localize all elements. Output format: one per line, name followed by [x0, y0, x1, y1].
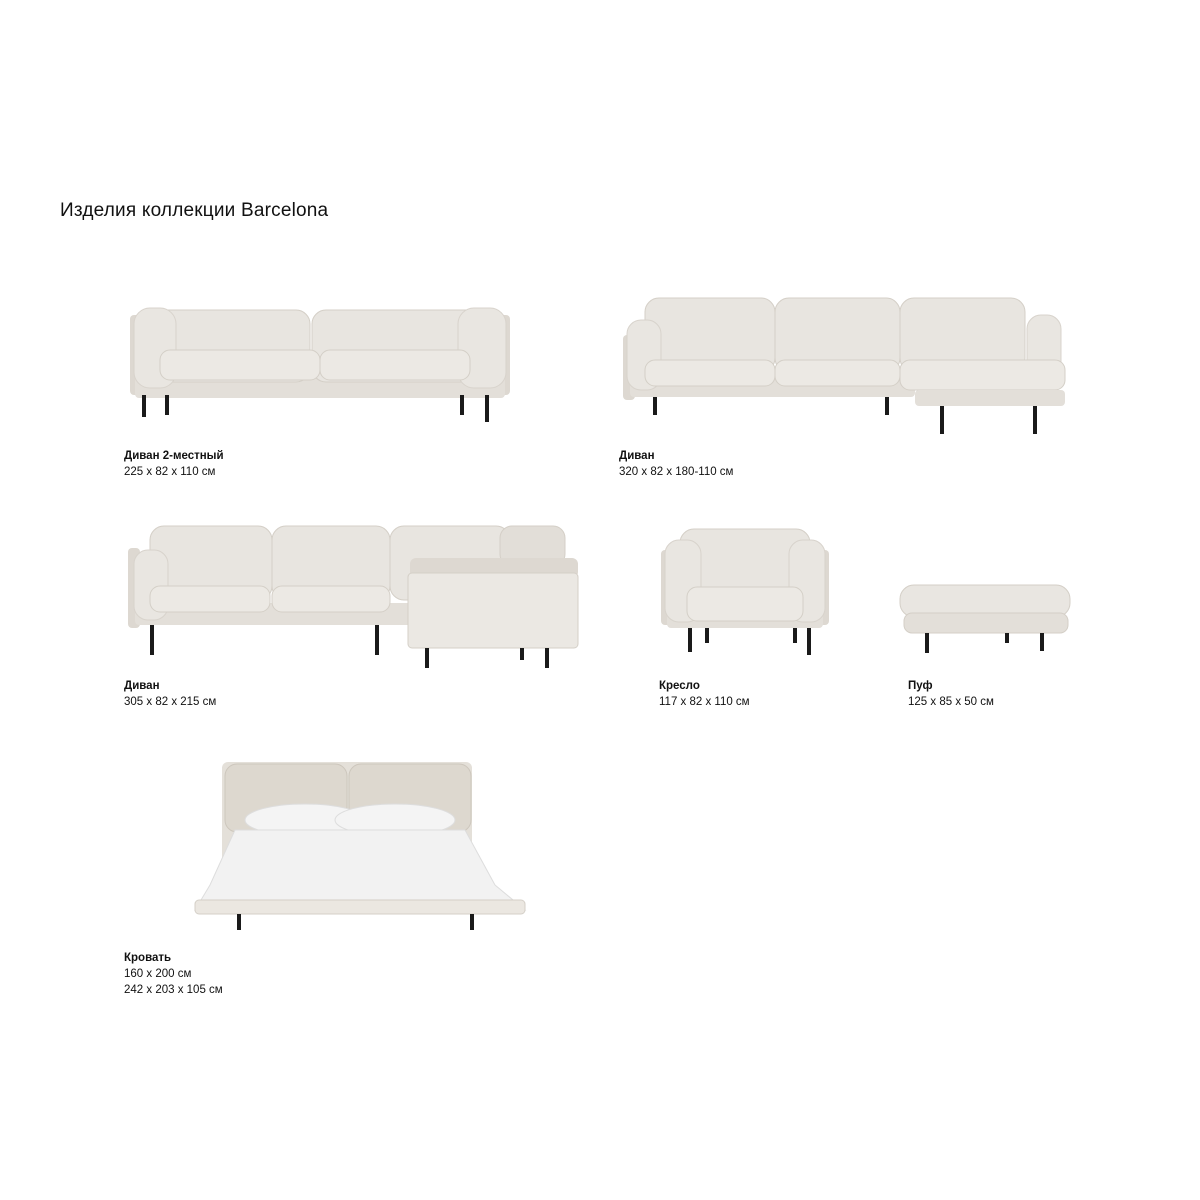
caption-sofa-2-seat — [124, 448, 224, 480]
caption-sofa-corner — [124, 678, 216, 710]
product-dimensions: 125 x 85 x 50 см — [908, 696, 994, 708]
product-armchair[interactable] — [655, 525, 835, 660]
product-name: Пуф — [908, 680, 933, 692]
product-pouf[interactable] — [890, 575, 1080, 660]
product-sofa-chaise[interactable] — [615, 290, 1075, 440]
product-dimensions: 305 x 82 x 215 см — [124, 696, 217, 708]
product-name: Диван 2-местный — [124, 450, 224, 462]
caption-sofa-chaise — [619, 448, 733, 480]
product-name: Кресло — [659, 680, 700, 692]
caption-armchair — [659, 678, 750, 710]
pouf-image — [890, 575, 1080, 660]
product-dimensions: 320 x 82 x 180-110 см — [619, 466, 734, 478]
armchair-image — [655, 525, 835, 660]
product-dimensions: 242 x 203 x 105 см — [124, 984, 223, 996]
product-bed[interactable] — [175, 760, 550, 935]
bed-image — [175, 760, 550, 935]
caption-pouf — [908, 678, 994, 710]
sofa-corner-image — [120, 518, 590, 668]
product-name: Кровать — [124, 952, 172, 964]
sofa-2-seat-image — [120, 290, 520, 430]
product-dimensions: 225 x 82 x 110 см — [124, 466, 216, 478]
caption-bed — [124, 950, 223, 998]
page-title: Изделия коллекции Barcelona — [60, 200, 329, 221]
sofa-chaise-image — [615, 290, 1075, 440]
product-dimensions: 117 x 82 x 110 см — [659, 696, 750, 708]
product-sofa-corner[interactable] — [120, 518, 590, 668]
product-sofa-2-seat[interactable] — [120, 290, 520, 430]
product-name: Диван — [124, 680, 160, 692]
product-dimensions: 160 x 200 см — [124, 968, 192, 980]
product-name: Диван — [619, 450, 655, 462]
